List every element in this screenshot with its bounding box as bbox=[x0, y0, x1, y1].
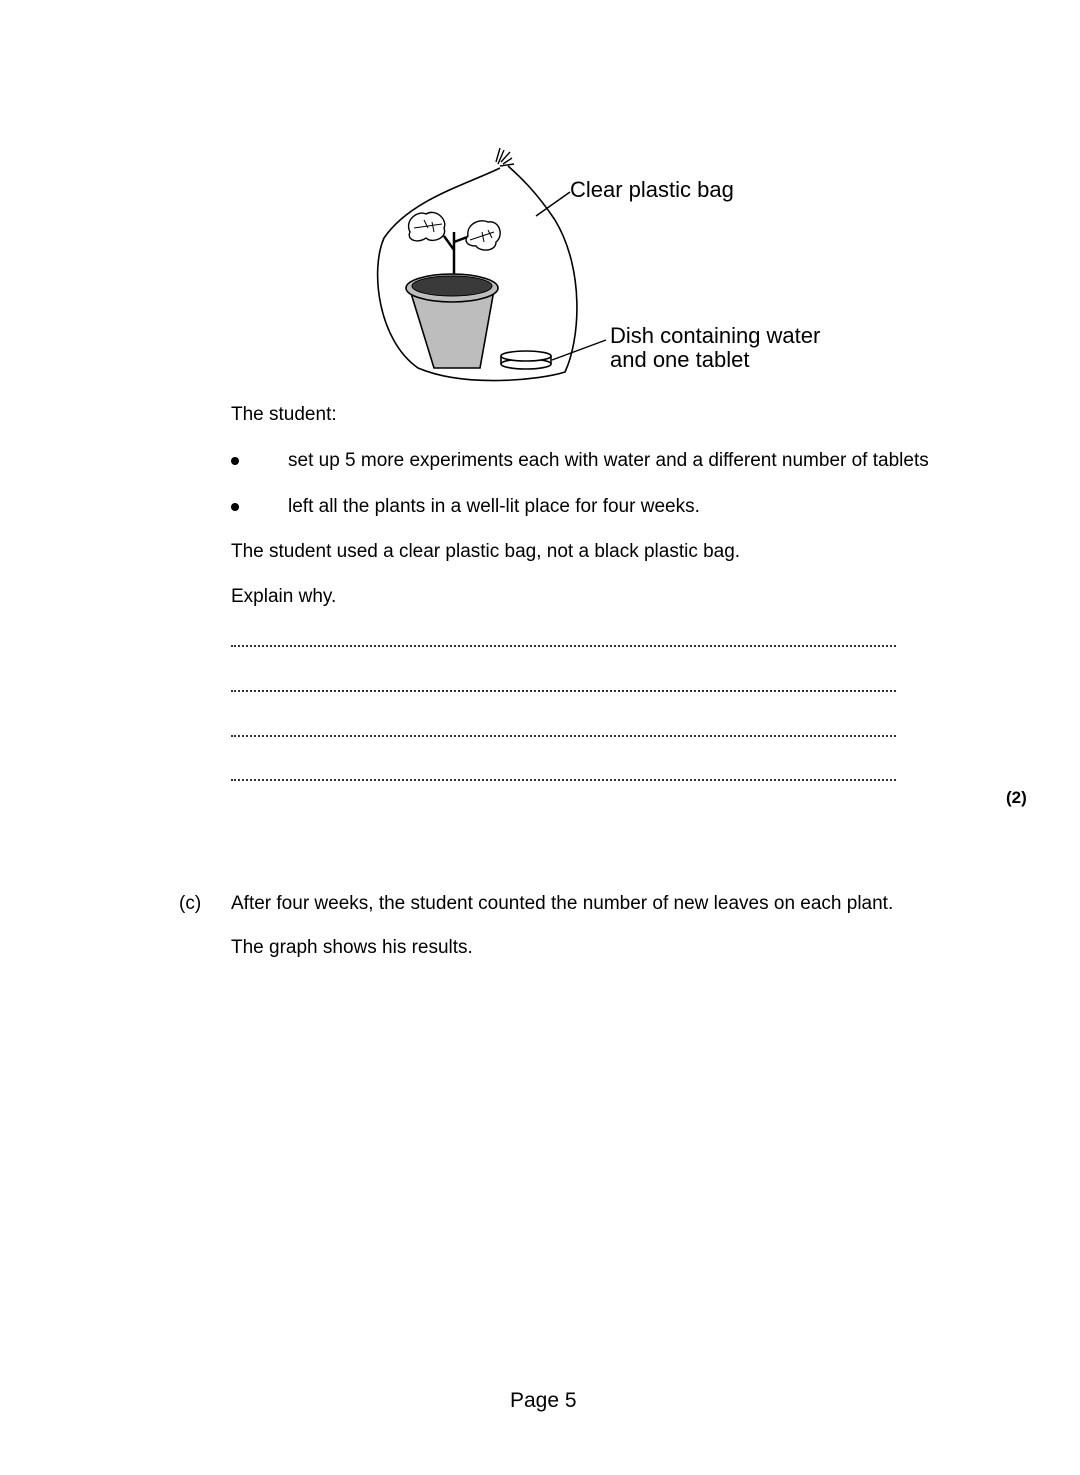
page-number: Page 5 bbox=[510, 1389, 577, 1412]
statement-text: The student used a clear plastic bag, not a black plastic bag. bbox=[231, 541, 741, 562]
marks-label: (2) bbox=[1006, 788, 1027, 807]
bullet-1 bbox=[231, 457, 239, 465]
bag-leader-line bbox=[536, 192, 570, 216]
dish-leader-line bbox=[552, 340, 606, 360]
answer-line-4[interactable] bbox=[231, 779, 896, 781]
prompt-text: Explain why. bbox=[231, 586, 337, 607]
pot-soil bbox=[412, 276, 492, 296]
intro-text: The student: bbox=[231, 404, 337, 425]
label-dish-line-2: and one tablet bbox=[610, 347, 750, 372]
part-c-line-1: After four weeks, the student counted the number of new leaves on each plant. bbox=[231, 893, 894, 914]
dish-with-tablet bbox=[501, 351, 551, 369]
label-clear-plastic-bag: Clear plastic bag bbox=[570, 177, 734, 202]
answer-line-3[interactable] bbox=[231, 735, 896, 737]
answer-line-2[interactable] bbox=[231, 690, 896, 692]
part-c-line-2: The graph shows his results. bbox=[231, 937, 473, 958]
answer-line-1[interactable] bbox=[231, 645, 896, 647]
bullet-text-2: left all the plants in a well-lit place for four weeks. bbox=[288, 496, 700, 517]
part-c-label: (c) bbox=[179, 893, 202, 914]
bag-tie bbox=[496, 148, 514, 166]
label-dish-line-1: Dish containing water bbox=[610, 323, 821, 348]
bullet-2 bbox=[231, 503, 239, 511]
bullet-text-1: set up 5 more experiments each with water and a different number of tablets bbox=[288, 450, 929, 471]
